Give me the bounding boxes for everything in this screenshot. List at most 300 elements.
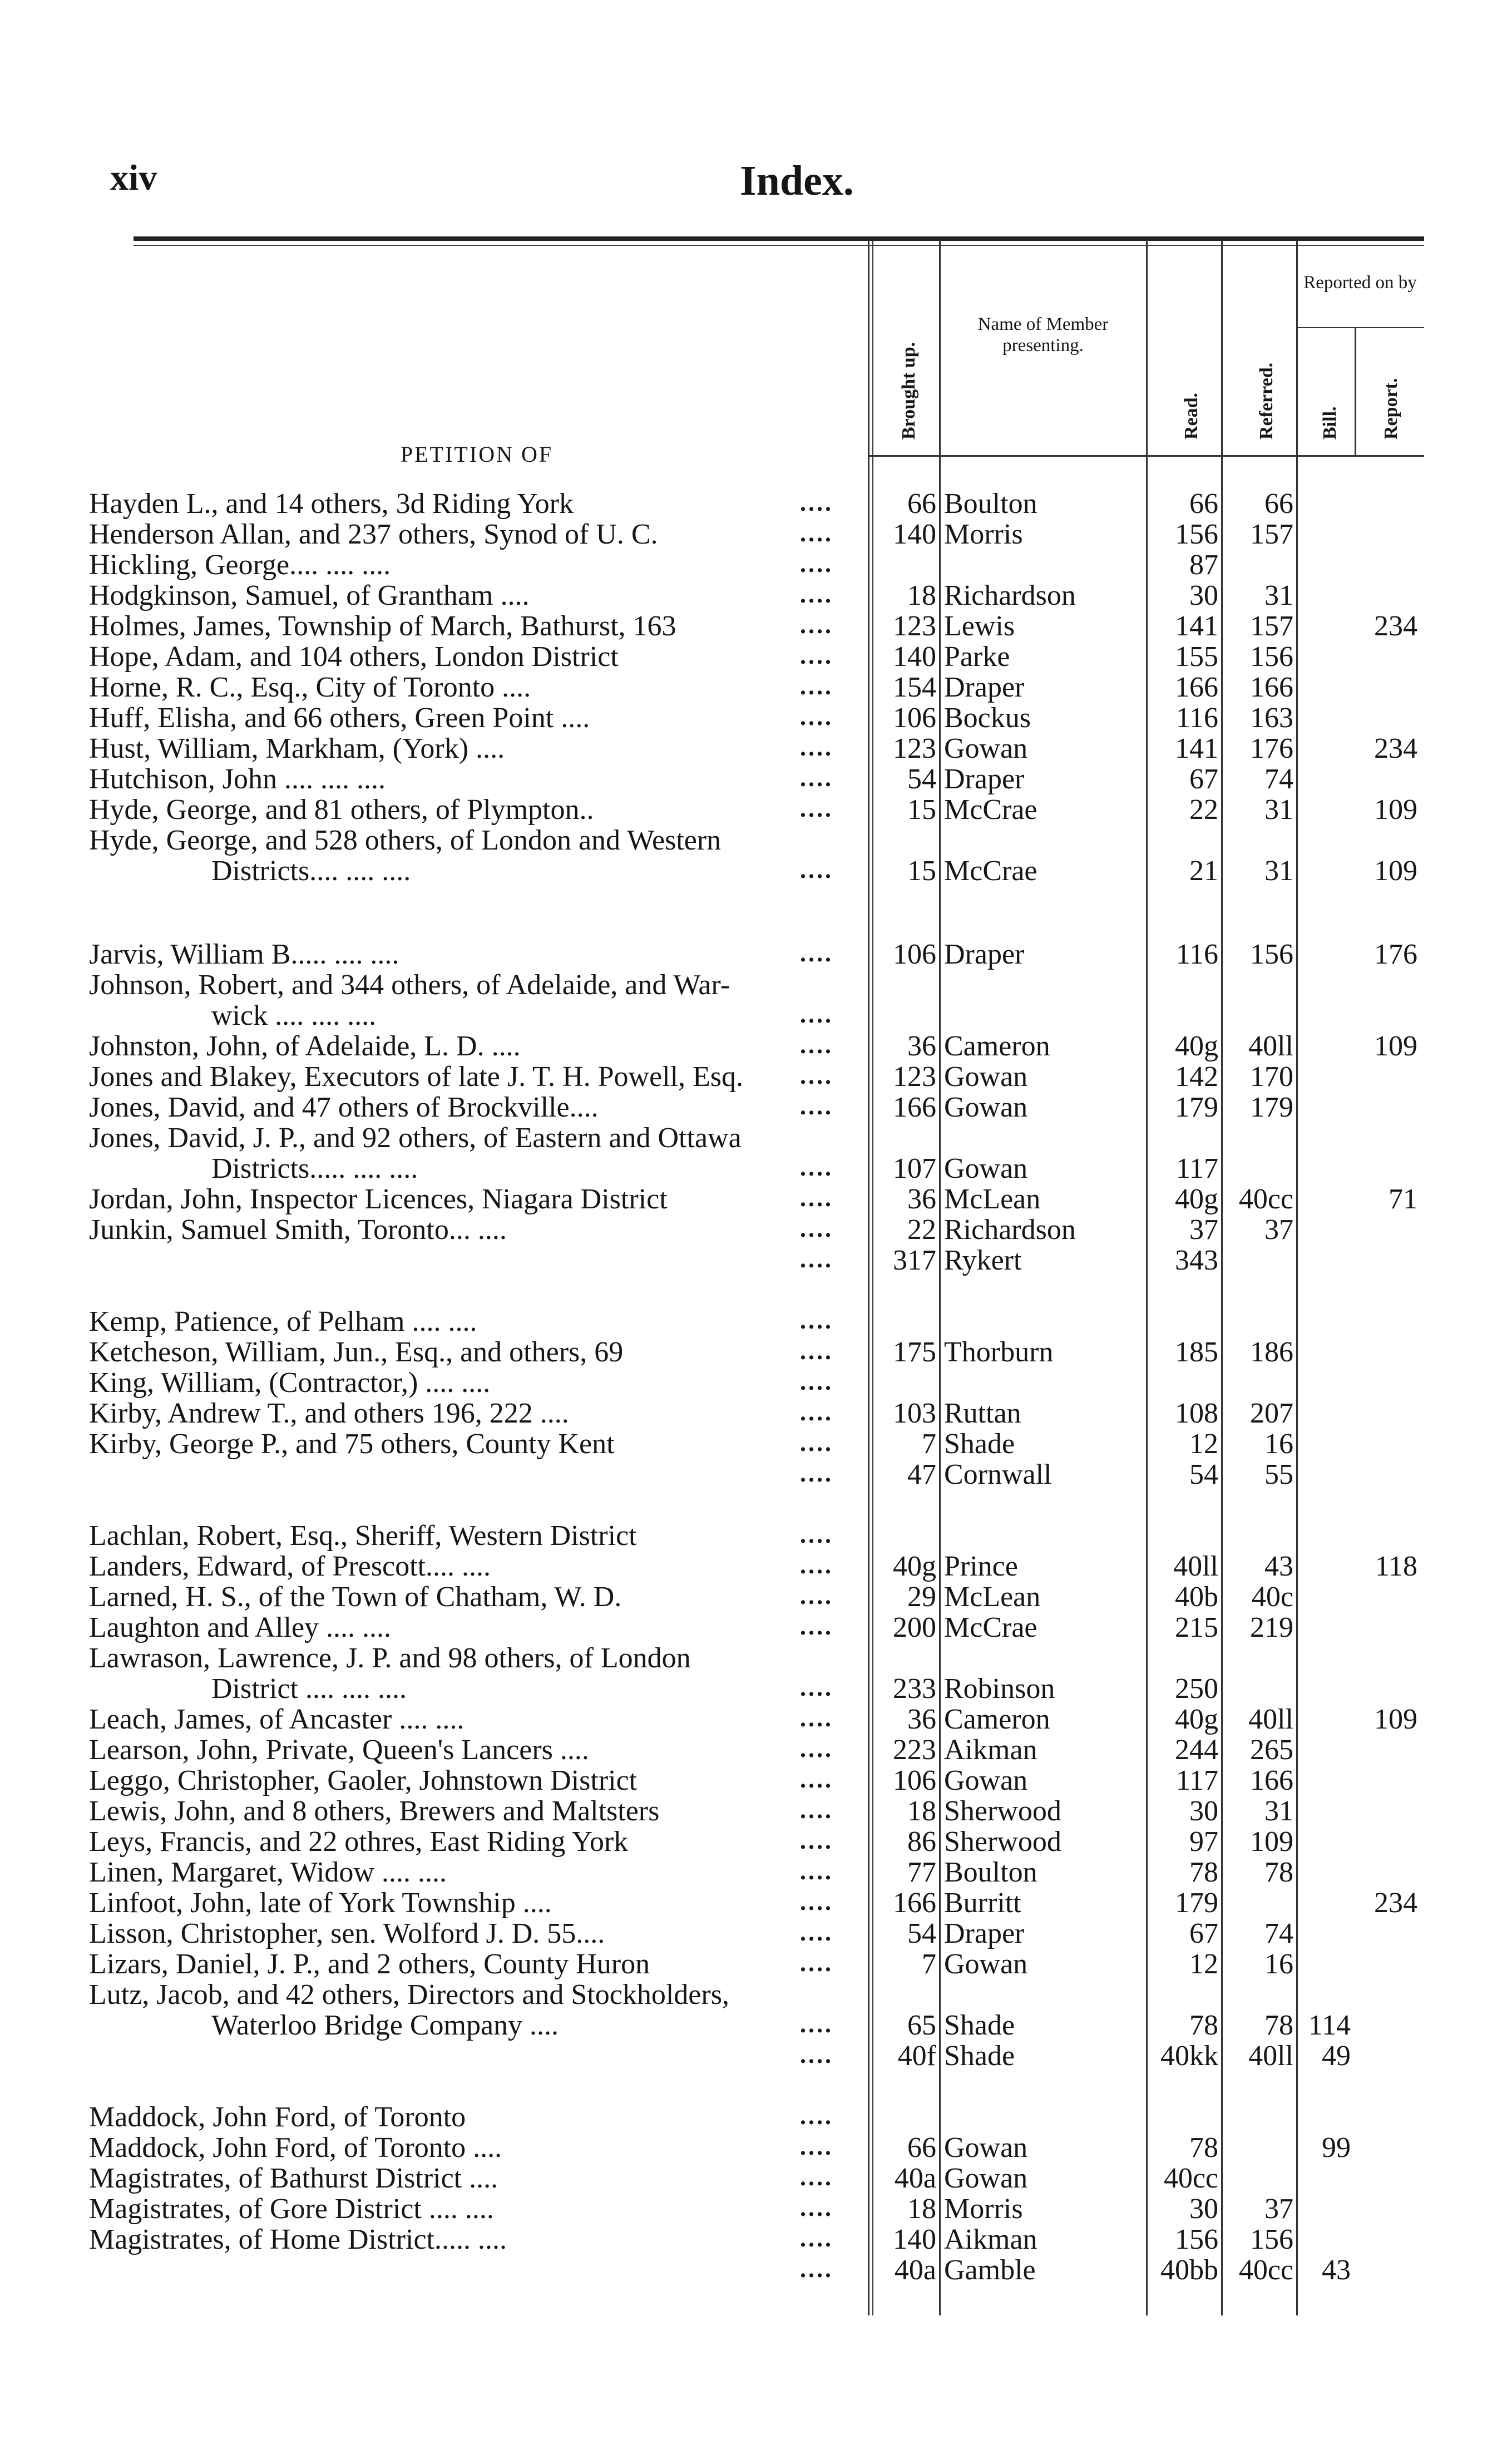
petitioner-name: Jarvis, William B..... .... .... — [89, 939, 399, 970]
member-name: Gowan — [944, 733, 1028, 764]
leader-dots: .... — [800, 673, 833, 700]
read-page: 117 — [1175, 1765, 1218, 1796]
petitioner-name: District .... .... .... — [211, 1673, 407, 1705]
member-name: McCrae — [944, 794, 1037, 826]
member-name: Morris — [944, 519, 1023, 550]
brought-up-page: 106 — [893, 1765, 936, 1796]
read-page: 142 — [1175, 1061, 1218, 1093]
leader-dots: .... — [800, 2255, 833, 2283]
read-page: 40kk — [1160, 2040, 1218, 2072]
referred-page: 157 — [1250, 610, 1293, 642]
member-name: McCrae — [944, 1612, 1037, 1643]
referred-page: 40c — [1251, 1581, 1293, 1613]
brought-up-page: 7 — [922, 1948, 936, 1980]
member-name: Shade — [944, 1428, 1015, 1460]
leader-dots: .... — [800, 1154, 833, 1181]
member-name: McLean — [944, 1581, 1041, 1613]
brought-up-page: 47 — [907, 1459, 936, 1490]
leader-dots: .... — [800, 2225, 833, 2252]
brought-up-page: 233 — [893, 1673, 936, 1705]
member-name: Richardson — [944, 580, 1076, 611]
read-page: 40g — [1175, 1703, 1218, 1735]
read-page: 141 — [1175, 610, 1218, 642]
brought-up-page: 123 — [893, 1061, 936, 1093]
leader-dots: .... — [800, 489, 833, 516]
read-page: 66 — [1189, 488, 1218, 520]
header-report: Report. — [1381, 378, 1401, 440]
bill-page: 43 — [1322, 2254, 1351, 2286]
leader-dots: .... — [800, 1093, 833, 1120]
referred-page: 74 — [1264, 1918, 1293, 1949]
referred-page: 78 — [1264, 2009, 1293, 2041]
brought-up-page: 140 — [893, 2224, 936, 2255]
leader-dots: .... — [800, 1674, 833, 1701]
member-name: Draper — [944, 1918, 1025, 1949]
referred-page: 166 — [1250, 1765, 1293, 1796]
leader-dots: .... — [800, 1429, 833, 1456]
report-page: 234 — [1374, 733, 1417, 764]
petitioner-name: Hyde, George, and 528 others, of London and Western — [89, 824, 722, 856]
brought-up-page: 40a — [894, 2254, 936, 2286]
leader-dots: .... — [800, 1705, 833, 1732]
read-page: 78 — [1189, 2132, 1218, 2164]
read-page: 67 — [1189, 1918, 1218, 1949]
member-name: McLean — [944, 1183, 1041, 1215]
read-page: 40g — [1175, 1030, 1218, 1062]
page-number: xiv — [110, 157, 157, 198]
brought-up-page: 107 — [893, 1153, 936, 1184]
leader-dots: .... — [800, 2041, 833, 2068]
referred-page: 109 — [1250, 1826, 1293, 1858]
read-page: 87 — [1189, 549, 1218, 581]
member-name: Gowan — [944, 1153, 1028, 1184]
read-page: 166 — [1175, 671, 1218, 703]
leader-dots: .... — [800, 642, 833, 669]
report-page: 118 — [1375, 1551, 1417, 1582]
petitioner-name: Leach, James, of Ancaster .... .... — [89, 1703, 465, 1735]
member-name: Gowan — [944, 1092, 1028, 1123]
petitioner-name: Hickling, George.... .... .... — [89, 549, 391, 581]
petitioner-name: Waterloo Bridge Company .... — [211, 2009, 559, 2041]
header-rule-thick — [134, 236, 1424, 241]
page-title: Index. — [740, 157, 854, 204]
read-page: 156 — [1175, 2224, 1218, 2255]
read-page: 215 — [1175, 1612, 1218, 1643]
brought-up-page: 86 — [907, 1826, 936, 1858]
header-brought-up: Brought up. — [898, 342, 919, 440]
member-name: Cameron — [944, 1030, 1050, 1062]
petitioner-name: Learson, John, Private, Queen's Lancers .... — [89, 1734, 589, 1766]
petitioner-name: Maddock, John Ford, of Toronto — [89, 2101, 466, 2133]
header-read: Read. — [1181, 392, 1202, 440]
petitioner-name: Lizars, Daniel, J. P., and 2 others, County Huron — [89, 1948, 650, 1980]
petitioner-name: Maddock, John Ford, of Toronto .... — [89, 2132, 502, 2164]
brought-up-page: 66 — [907, 2132, 936, 2164]
leader-dots: .... — [800, 1613, 833, 1640]
petitioner-name: Hyde, George, and 81 others, of Plympton.. — [89, 794, 594, 826]
referred-page: 40cc — [1238, 1183, 1293, 1215]
header-member: Name of Member presenting. — [977, 314, 1109, 355]
leader-dots: .... — [800, 1368, 833, 1395]
read-page: 12 — [1189, 1428, 1218, 1460]
member-name: Cornwall — [944, 1459, 1052, 1490]
member-name: Boulton — [944, 1856, 1037, 1888]
member-name: Aikman — [944, 2224, 1037, 2255]
section-label: PETITION OF — [401, 442, 554, 467]
brought-up-page: 22 — [907, 1214, 936, 1246]
petitioner-name: Magistrates, of Gore District .... .... — [89, 2193, 494, 2225]
petitioner-name: Lewis, John, and 8 others, Brewers and Maltsters — [89, 1795, 660, 1827]
referred-page: 66 — [1264, 488, 1293, 520]
read-page: 97 — [1189, 1826, 1218, 1858]
petitioner-name: Hutchison, John .... .... .... — [89, 763, 386, 795]
referred-page: 31 — [1264, 855, 1293, 887]
read-page: 155 — [1175, 641, 1218, 673]
read-page: 30 — [1189, 1795, 1218, 1827]
divider-bill-report — [1355, 328, 1356, 456]
report-page: 71 — [1389, 1183, 1417, 1215]
referred-page: 176 — [1250, 733, 1293, 764]
brought-up-page: 65 — [907, 2009, 936, 2041]
brought-up-page: 40a — [894, 2162, 936, 2194]
brought-up-page: 54 — [907, 1918, 936, 1949]
leader-dots: .... — [800, 764, 833, 792]
read-page: 40g — [1175, 1183, 1218, 1215]
brought-up-page: 106 — [893, 702, 936, 734]
petitioner-name: Kemp, Patience, of Pelham .... .... — [89, 1306, 477, 1337]
read-page: 30 — [1189, 2193, 1218, 2225]
leader-dots: .... — [800, 1858, 833, 1885]
leader-dots: .... — [800, 2133, 833, 2160]
divider-dots-brought — [868, 240, 869, 2315]
referred-page: 219 — [1250, 1612, 1293, 1643]
member-name: Richardson — [944, 1214, 1076, 1246]
petitioner-name: Huff, Elisha, and 66 others, Green Point .... — [89, 702, 590, 734]
member-name: Prince — [944, 1551, 1018, 1582]
brought-up-page: 123 — [893, 733, 936, 764]
member-name: Thorburn — [944, 1336, 1054, 1368]
leader-dots: .... — [800, 1888, 833, 1915]
divider-dots-brought-2 — [872, 240, 873, 2315]
reported-subheader-rule — [1296, 327, 1424, 328]
referred-page: 31 — [1264, 794, 1293, 826]
read-page: 78 — [1189, 2009, 1218, 2041]
referred-page: 78 — [1264, 1856, 1293, 1888]
referred-page: 179 — [1250, 1092, 1293, 1123]
read-page: 179 — [1175, 1092, 1218, 1123]
petitioner-name: Henderson Allan, and 237 others, Synod of U. C. — [89, 519, 658, 550]
member-name: Gowan — [944, 2132, 1028, 2164]
divider-referred-bill — [1296, 240, 1298, 2315]
petitioner-name: Junkin, Samuel Smith, Toronto... .... — [89, 1214, 507, 1246]
leader-dots: .... — [800, 1735, 833, 1762]
petitioner-name: Hodgkinson, Samuel, of Grantham .... — [89, 580, 530, 611]
brought-up-page: 36 — [907, 1703, 936, 1735]
brought-up-page: 317 — [893, 1245, 936, 1276]
brought-up-page: 18 — [907, 580, 936, 611]
leader-dots: .... — [800, 940, 833, 967]
leader-dots: .... — [800, 795, 833, 822]
member-name: Gamble — [944, 2254, 1036, 2286]
member-name: Gowan — [944, 1765, 1028, 1796]
member-name: Boulton — [944, 488, 1037, 520]
brought-up-page: 36 — [907, 1030, 936, 1062]
read-page: 141 — [1175, 733, 1218, 764]
leader-dots: .... — [800, 1337, 833, 1365]
petitioner-name: Kirby, Andrew T., and others 196, 222 .... — [89, 1398, 569, 1429]
report-page: 109 — [1374, 794, 1417, 826]
referred-page: 156 — [1250, 641, 1293, 673]
petitioner-name: Magistrates, of Home District..... .... — [89, 2224, 507, 2255]
petitioner-name: Hope, Adam, and 104 others, London District — [89, 641, 619, 673]
brought-up-page: 40g — [893, 1551, 936, 1582]
brought-up-page: 36 — [907, 1183, 936, 1215]
read-page: 78 — [1189, 1856, 1218, 1888]
petitioner-name: Laughton and Alley .... .... — [89, 1612, 392, 1643]
report-page: 109 — [1374, 855, 1417, 887]
member-name: Shade — [944, 2009, 1015, 2041]
bill-page: 49 — [1322, 2040, 1351, 2072]
read-page: 108 — [1175, 1398, 1218, 1429]
brought-up-page: 166 — [893, 1092, 936, 1123]
brought-up-page: 103 — [893, 1398, 936, 1429]
brought-up-page: 106 — [893, 939, 936, 970]
leader-dots: .... — [800, 1949, 833, 1977]
brought-up-page: 15 — [907, 794, 936, 826]
brought-up-page: 7 — [922, 1428, 936, 1460]
leader-dots: .... — [800, 2194, 833, 2221]
petitioner-name: Horne, R. C., Esq., City of Toronto .... — [89, 671, 531, 703]
referred-page: 74 — [1264, 763, 1293, 795]
leader-dots: .... — [800, 1031, 833, 1059]
petitioner-name: Leys, Francis, and 22 othres, East Riding York — [89, 1826, 629, 1858]
read-page: 12 — [1189, 1948, 1218, 1980]
bill-page: 114 — [1308, 2009, 1351, 2041]
divider-brought-member — [939, 240, 941, 2315]
leader-dots: .... — [800, 2102, 833, 2130]
brought-up-page: 140 — [893, 641, 936, 673]
brought-up-page: 18 — [907, 2193, 936, 2225]
petitioner-name: Leggo, Christopher, Gaoler, Johnstown District — [89, 1765, 638, 1796]
leader-dots: .... — [800, 856, 833, 883]
member-name: Bockus — [944, 702, 1031, 734]
petitioner-name: Magistrates, of Bathurst District .... — [89, 2162, 498, 2194]
report-page: 109 — [1374, 1030, 1417, 1062]
leader-dots: .... — [800, 550, 833, 577]
petitioner-name: Linen, Margaret, Widow .... .... — [89, 1856, 447, 1888]
leader-dots: .... — [800, 1582, 833, 1609]
read-page: 40cc — [1163, 2162, 1218, 2194]
petitioner-name: Lutz, Jacob, and 42 others, Directors and Stockholders, — [89, 1979, 729, 2011]
petitioner-name: Lisson, Christopher, sen. Wolford J. D. 55.... — [89, 1918, 605, 1949]
leader-dots: .... — [800, 581, 833, 608]
member-name: Robinson — [944, 1673, 1055, 1705]
leader-dots: .... — [800, 1215, 833, 1242]
read-page: 250 — [1175, 1673, 1218, 1705]
read-page: 21 — [1189, 855, 1218, 887]
leader-dots: .... — [800, 1460, 833, 1487]
read-page: 179 — [1175, 1887, 1218, 1919]
brought-up-page: 29 — [907, 1581, 936, 1613]
referred-page: 265 — [1250, 1734, 1293, 1766]
petitioner-name: Larned, H. S., of the Town of Chatham, W. D. — [89, 1581, 622, 1613]
petitioner-name: Jordan, John, Inspector Licences, Niagara District — [89, 1183, 668, 1215]
read-page: 156 — [1175, 519, 1218, 550]
petitioner-name: Lachlan, Robert, Esq., Sheriff, Western District — [89, 1520, 637, 1552]
member-name: Parke — [944, 641, 1010, 673]
header-referred: Referred. — [1256, 362, 1277, 440]
leader-dots: .... — [800, 1827, 833, 1854]
petitioner-name: Holmes, James, Township of March, Bathurst, 163 — [89, 610, 676, 642]
leader-dots: .... — [800, 611, 833, 639]
petitioner-name: Lawrason, Lawrence, J. P. and 98 others, of London — [89, 1642, 691, 1674]
brought-up-page: 66 — [907, 488, 936, 520]
brought-up-page: 166 — [893, 1887, 936, 1919]
brought-up-page: 40f — [897, 2040, 936, 2072]
petitioner-name: Districts..... .... .... — [211, 1153, 418, 1184]
member-name: Burritt — [944, 1887, 1021, 1919]
brought-up-page: 54 — [907, 763, 936, 795]
referred-page: 170 — [1250, 1061, 1293, 1093]
leader-dots: .... — [800, 1001, 833, 1028]
petitioner-name: Linfoot, John, late of York Township .... — [89, 1887, 552, 1919]
member-name: Sherwood — [944, 1795, 1061, 1827]
member-name: McCrae — [944, 855, 1037, 887]
report-page: 234 — [1374, 1887, 1417, 1919]
referred-page: 16 — [1264, 1428, 1293, 1460]
brought-up-page: 123 — [893, 610, 936, 642]
brought-up-page: 175 — [893, 1336, 936, 1368]
member-name: Gowan — [944, 1948, 1028, 1980]
leader-dots: .... — [800, 1766, 833, 1793]
petitioner-name: Jones and Blakey, Executors of late J. T. H. Powell, Esq. — [89, 1061, 744, 1093]
member-name: Gowan — [944, 2162, 1028, 2194]
leader-dots: .... — [800, 1919, 833, 1946]
leader-dots: .... — [800, 1521, 833, 1548]
petitioner-name: Hayden L., and 14 others, 3d Riding York — [89, 488, 574, 520]
read-page: 343 — [1175, 1245, 1218, 1276]
read-page: 54 — [1189, 1459, 1218, 1490]
read-page: 30 — [1189, 580, 1218, 611]
petitioner-name: Kirby, George P., and 75 others, County Kent — [89, 1428, 615, 1460]
header-bill: Bill. — [1320, 406, 1340, 440]
member-name: Draper — [944, 763, 1025, 795]
member-name: Aikman — [944, 1734, 1037, 1766]
member-name: Lewis — [944, 610, 1015, 642]
brought-up-page: 140 — [893, 519, 936, 550]
referred-page: 156 — [1250, 939, 1293, 970]
report-page: 109 — [1374, 1703, 1417, 1735]
read-page: 117 — [1175, 1153, 1218, 1184]
referred-page: 156 — [1250, 2224, 1293, 2255]
leader-dots: .... — [800, 1246, 833, 1273]
member-name: Shade — [944, 2040, 1015, 2072]
petitioner-name: Johnston, John, of Adelaide, L. D. .... — [89, 1030, 521, 1062]
leader-dots: .... — [800, 1552, 833, 1579]
header-reported-on-by: Reported on by — [1303, 273, 1417, 293]
brought-up-page: 15 — [907, 855, 936, 887]
member-name: Rykert — [944, 1245, 1022, 1276]
referred-page: 37 — [1264, 2193, 1293, 2225]
referred-page: 186 — [1250, 1336, 1293, 1368]
referred-page: 43 — [1264, 1551, 1293, 1582]
referred-page: 40ll — [1248, 1703, 1293, 1735]
report-page: 176 — [1374, 939, 1417, 970]
divider-read-referred — [1221, 240, 1223, 2315]
read-page: 40ll — [1173, 1551, 1218, 1582]
referred-page: 40ll — [1248, 2040, 1293, 2072]
read-page: 40b — [1175, 1581, 1218, 1613]
leader-dots: .... — [800, 1399, 833, 1426]
read-page: 116 — [1175, 939, 1218, 970]
petitioner-name: Hust, William, Markham, (York) .... — [89, 733, 505, 764]
leader-dots: .... — [800, 1062, 833, 1089]
leader-dots: .... — [800, 1184, 833, 1212]
read-page: 22 — [1189, 794, 1218, 826]
petitioner-name: Jones, David, J. P., and 92 others, of Eastern and Ottawa — [89, 1122, 742, 1154]
leader-dots: .... — [800, 1796, 833, 1824]
petitioner-name: Landers, Edward, of Prescott.... .... — [89, 1551, 491, 1582]
header-rule-thin — [134, 245, 1424, 246]
referred-page: 207 — [1250, 1398, 1293, 1429]
referred-page: 40ll — [1248, 1030, 1293, 1062]
brought-up-page: 154 — [893, 671, 936, 703]
petitioner-name: King, William, (Contractor,) .... .... — [89, 1367, 491, 1399]
petitioner-name: Districts.... .... .... — [211, 855, 411, 887]
brought-up-page: 77 — [907, 1856, 936, 1888]
member-name: Draper — [944, 671, 1025, 703]
referred-page: 166 — [1250, 671, 1293, 703]
referred-page: 55 — [1264, 1459, 1293, 1490]
leader-dots: .... — [800, 2164, 833, 2191]
member-name: Cameron — [944, 1703, 1050, 1735]
read-page: 67 — [1189, 763, 1218, 795]
bill-page: 99 — [1322, 2132, 1351, 2164]
header-bottom-rule — [868, 455, 1424, 457]
referred-page: 31 — [1264, 1795, 1293, 1827]
member-name: Sherwood — [944, 1826, 1061, 1858]
petitioner-name: wick .... .... .... — [211, 1000, 377, 1031]
member-name: Gowan — [944, 1061, 1028, 1093]
member-name: Ruttan — [944, 1398, 1021, 1429]
leader-dots: .... — [800, 2011, 833, 2038]
leader-dots: .... — [800, 1307, 833, 1334]
brought-up-page: 200 — [893, 1612, 936, 1643]
referred-page: 40cc — [1238, 2254, 1293, 2286]
referred-page: 31 — [1264, 580, 1293, 611]
petitioner-name: Ketcheson, William, Jun., Esq., and others, 69 — [89, 1336, 624, 1368]
member-name: Morris — [944, 2193, 1023, 2225]
petitioner-name: Jones, David, and 47 others of Brockville.... — [89, 1092, 599, 1123]
leader-dots: .... — [800, 703, 833, 730]
petitioner-name: Johnson, Robert, and 344 others, of Adelaide, and War- — [89, 969, 730, 1001]
read-page: 116 — [1175, 702, 1218, 734]
read-page: 185 — [1175, 1336, 1218, 1368]
brought-up-page: 18 — [907, 1795, 936, 1827]
report-page: 234 — [1374, 610, 1417, 642]
read-page: 40bb — [1160, 2254, 1218, 2286]
referred-page: 37 — [1264, 1214, 1293, 1246]
leader-dots: .... — [800, 520, 833, 547]
read-page: 244 — [1175, 1734, 1218, 1766]
brought-up-page: 223 — [893, 1734, 936, 1766]
read-page: 37 — [1189, 1214, 1218, 1246]
referred-page: 16 — [1264, 1948, 1293, 1980]
referred-page: 157 — [1250, 519, 1293, 550]
referred-page: 163 — [1250, 702, 1293, 734]
leader-dots: .... — [800, 734, 833, 761]
member-name: Draper — [944, 939, 1025, 970]
